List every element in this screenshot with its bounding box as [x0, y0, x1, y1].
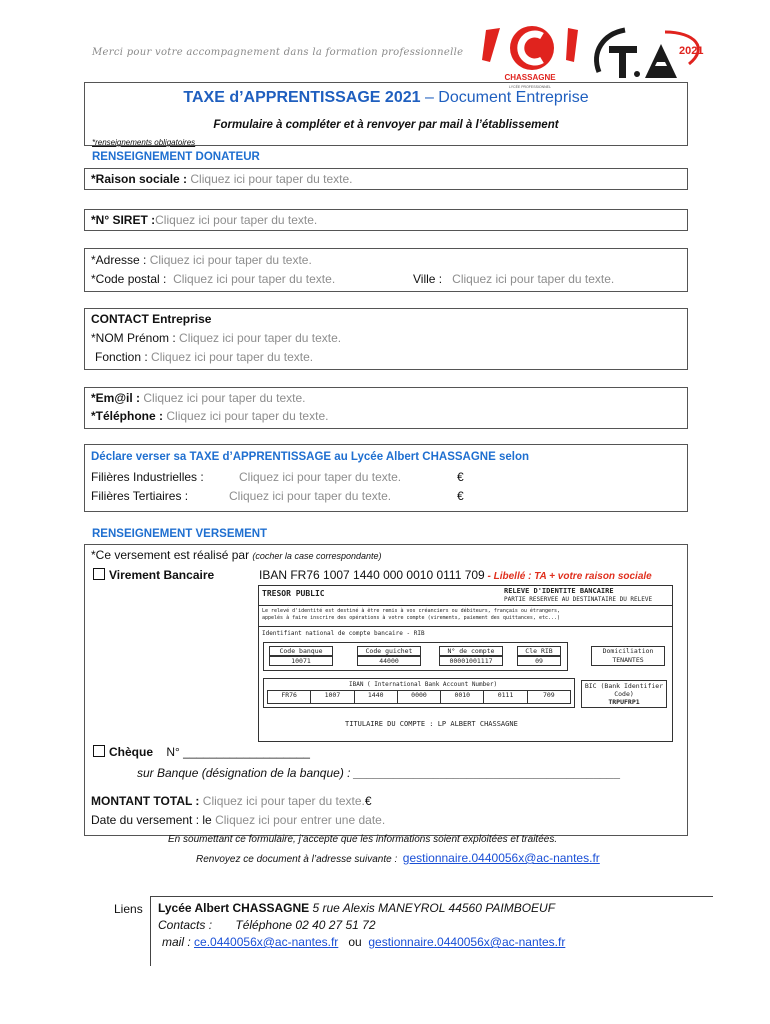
footer-divider: [150, 896, 713, 897]
footer-mail-link-2[interactable]: gestionnaire.0440056x@ac-nantes.fr: [368, 935, 566, 949]
date-field[interactable]: Cliquez ici pour entrer une date.: [215, 813, 386, 827]
footer-lycee: Lycée Albert CHASSAGNE 5 rue Alexis MANEYROL 44560 PAIMBOEUF: [158, 901, 556, 915]
footer-mail-link-1[interactable]: ce.0440056x@ac-nantes.fr: [194, 935, 339, 949]
required-note: *renseignements obligatoires: [92, 138, 196, 147]
raison-sociale-box: [84, 168, 688, 190]
declaration-box: [84, 444, 688, 512]
svg-text:2021: 2021: [679, 45, 704, 57]
email-row: *Em@il : Cliquez ici pour taper du texte.: [91, 391, 306, 405]
renvoyez-email-link[interactable]: gestionnaire.0440056x@ac-nantes.fr: [402, 851, 600, 865]
libelle-note: Libellé : TA + votre raison sociale: [493, 571, 652, 582]
email-field[interactable]: Cliquez ici pour taper du texte.: [143, 391, 306, 405]
telephone-row: *Téléphone : Cliquez ici pour taper du texte.: [91, 409, 329, 423]
code-postal-field[interactable]: Cliquez ici pour taper du texte.: [173, 272, 336, 286]
title-box: [84, 82, 688, 146]
raison-sociale-row: *Raison sociale : Cliquez ici pour taper du texte.: [91, 172, 353, 186]
siret-row: *N° SIRET :Cliquez ici pour taper du texte.: [91, 213, 318, 227]
contact-box: [84, 308, 688, 370]
footer-contacts: Contacts : Téléphone 02 40 27 51 72: [158, 918, 376, 932]
industrielles-label: Filières Industrielles :: [91, 470, 204, 484]
svg-text:CHASSAGNE: CHASSAGNE: [504, 73, 556, 82]
section-versement: RENSEIGNEMENT VERSEMENT: [92, 528, 268, 540]
page-subtitle: Formulaire à compléter et à renvoyer par mail à l’établissement: [213, 119, 559, 131]
section-contact: CONTACT Entreprise: [91, 312, 212, 326]
telephone-field[interactable]: Cliquez ici pour taper du texte.: [166, 409, 329, 423]
banque-row[interactable]: sur Banque (désignation de la banque) : ________________________________________: [137, 766, 621, 780]
nom-row: *NOM Prénom : Cliquez ici pour taper du texte.: [91, 331, 342, 345]
industrielles-field[interactable]: Cliquez ici pour taper du texte.: [239, 470, 402, 484]
virement-checkbox[interactable]: [93, 568, 105, 580]
tertiaires-label: Filières Tertiaires :: [91, 489, 189, 503]
cheque-row: Chèque N° ___________________: [93, 745, 310, 759]
adresse-field[interactable]: Cliquez ici pour taper du texte.: [149, 253, 312, 267]
fonction-field[interactable]: Cliquez ici pour taper du texte.: [151, 350, 314, 364]
renvoyez-row: Renvoyez ce document à l’adresse suivante : gestionnaire.0440056x@ac-nantes.fr: [196, 851, 600, 865]
footer-liens: Liens: [114, 902, 143, 916]
page-title: TAXE d’APPRENTISSAGE 2021 – Document Entreprise: [183, 89, 589, 106]
code-postal-row: *Code postal : Cliquez ici pour taper du texte.: [91, 272, 336, 286]
montant-row: MONTANT TOTAL : Cliquez ici pour taper du texte.€: [91, 794, 372, 808]
section-donateur: RENSEIGNEMENT DONATEUR: [92, 151, 260, 163]
virement-row: Virement Bancaire: [93, 568, 214, 582]
footer-mail: mail : ce.0440056x@ac-nantes.fr ou gestionnaire.0440056x@ac-nantes.fr: [162, 935, 566, 949]
tertiaires-euro: €: [457, 489, 464, 503]
cheque-checkbox[interactable]: [93, 745, 105, 757]
adresse-row: *Adresse : Cliquez ici pour taper du texte.: [91, 253, 312, 267]
siret-box: [84, 209, 688, 231]
raison-sociale-field[interactable]: Cliquez ici pour taper du texte.: [190, 172, 353, 186]
nom-field[interactable]: Cliquez ici pour taper du texte.: [179, 331, 342, 345]
consent-text: En soumettant ce formulaire, j’accepte que les informations soient exploitées et traitées.: [168, 834, 558, 845]
tertiaires-field[interactable]: Cliquez ici pour taper du texte.: [229, 489, 392, 503]
footer-vertical-divider: [150, 896, 151, 966]
section-declaration: Déclare verser sa TAXE d’APPRENTISSAGE au Lycée Albert CHASSAGNE selon: [91, 451, 529, 463]
industrielles-euro: €: [457, 470, 464, 484]
realise-row: *Ce versement est réalisé par (cocher la case correspondante): [91, 548, 382, 562]
ville-field[interactable]: Cliquez ici pour taper du texte.: [452, 272, 615, 286]
tagline: Merci pour votre accompagnement dans la formation professionnelle: [92, 47, 464, 58]
siret-field[interactable]: Cliquez ici pour taper du texte.: [155, 213, 318, 227]
date-row: Date du versement : le Cliquez ici pour entrer une date.: [91, 813, 386, 827]
montant-field[interactable]: Cliquez ici pour taper du texte.: [202, 794, 365, 808]
iban-row: IBAN FR76 1007 1440 000 0010 0111 709 - Libellé : TA + votre raison sociale: [259, 568, 652, 582]
ta-2021-logo: [585, 24, 715, 84]
email-box: [84, 387, 688, 429]
ville-row: Ville : Cliquez ici pour taper du texte.: [413, 272, 615, 286]
cheque-number[interactable]: N° ___________________: [166, 745, 310, 759]
svg-text:LYCÉE PROFESSIONNEL: LYCÉE PROFESSIONNEL: [509, 85, 551, 89]
rib-image: TRESOR PUBLIC RELEVE D'IDENTITE BANCAIRE PARTIE RESERVEE AU DESTINATAIRE DU RELEVE Le relevé d'identité est destiné à être remis à vos créanciers ou débiteurs, français ou étrangers, appelés à faire inscrire des opérations à votre compte (virements, paiement des quittances, etc...) Identifiant national de compte bancaire - RIB Code banque 10071 Code guichet 44000 N° de compte 00001001117 Cle RIB 09 Domiciliation TENANTES IBAN ( International Bank Account Number) FR76 1007 1440 0000 0010 0111 709 BIC (Bank Identifier Code) TRPUFRP1 TITULAIRE DU COMPTE : LP ALBERT CHASSAGNE: [258, 585, 673, 742]
fonction-row: Fonction : Cliquez ici pour taper du texte.: [95, 350, 314, 364]
adresse-box: [84, 248, 688, 292]
